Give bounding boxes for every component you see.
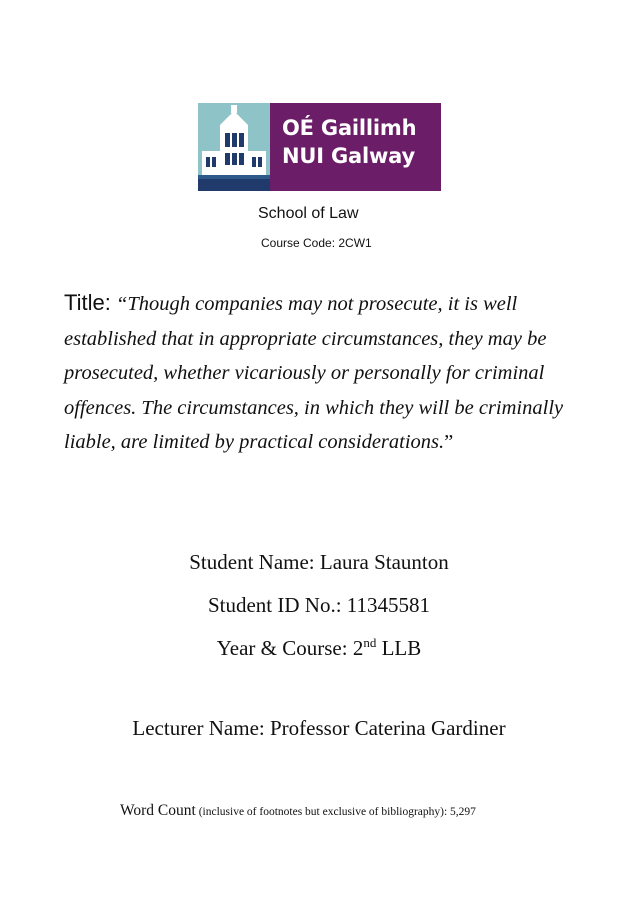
title-text: “Though companies may not prosecute, it is well established that in appropriate circumstances, they may be prosecuted, whether vicariously or personally for criminal offences. The circumstances, in which they will be criminally liable, are limited by practical considerations. <box>64 293 564 453</box>
lecturer-name: Lecturer Name: Professor Caterina Gardiner <box>132 716 506 740</box>
student-name: Student Name: Laura Staunton <box>189 550 449 574</box>
course-code: Course Code: 2CW1 <box>261 236 372 250</box>
school-name: School of Law <box>258 205 359 222</box>
university-logo <box>198 103 441 191</box>
year-ordinal-suffix: nd <box>363 635 377 650</box>
logo-irish-name: OÉ Gaillimh <box>282 116 417 140</box>
year-course-suffix: LLB <box>376 636 422 660</box>
year-course-prefix: Year & Course: 2 <box>216 636 364 660</box>
word-count-label: Word Count <box>120 802 196 819</box>
university-building-icon <box>198 103 270 191</box>
word-count-detail: (inclusive of footnotes but exclusive of bibliography): 5,297 <box>195 806 476 818</box>
logo-wordmark <box>270 103 441 191</box>
year-course <box>0 636 638 661</box>
essay-title <box>64 286 584 460</box>
logo-english-name: NUI Galway <box>282 144 415 168</box>
word-count <box>120 802 476 820</box>
student-id: Student ID No.: 11345581 <box>207 593 431 617</box>
title-label: Title: <box>64 290 111 315</box>
title-closing-quote: ” <box>444 431 454 453</box>
